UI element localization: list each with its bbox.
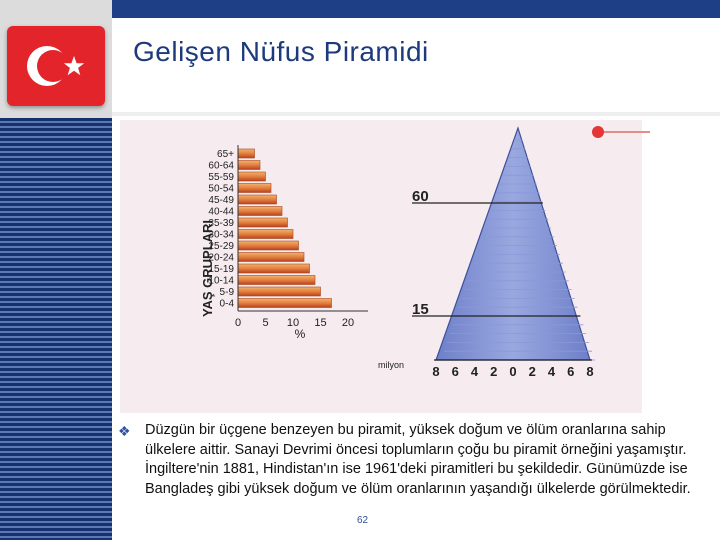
bar (238, 161, 260, 170)
x-tick-label: 5 (262, 317, 269, 329)
pyramid-chart (120, 120, 642, 413)
age-group-label: 15-19 (208, 264, 234, 275)
age-group-label: 10-14 (208, 275, 234, 287)
population-tick-label: 8 (586, 364, 594, 379)
age-group-label: 65+ (217, 149, 234, 160)
title-divider (112, 112, 720, 116)
population-tick-label: 4 (547, 364, 556, 379)
age-group-label: 5-9 (219, 287, 234, 298)
age-group-label: 45-49 (208, 195, 234, 206)
population-tick-label: 8 (432, 364, 440, 379)
age-group-label: 25-29 (208, 241, 234, 252)
age-group-label: 0-4 (219, 298, 234, 310)
bar (238, 241, 299, 250)
diamond-bullet-icon: ❖ (118, 423, 131, 439)
age-group-label: 40-44 (208, 206, 234, 218)
age-threshold-label: 15 (412, 301, 429, 318)
age-group-label: 20-24 (208, 252, 234, 264)
x-axis-unit-label: % (294, 327, 306, 341)
age-threshold-label: 60 (412, 188, 429, 205)
bar (238, 299, 332, 308)
bar (238, 184, 271, 193)
bar (238, 149, 255, 158)
population-tick-label: 6 (451, 364, 459, 379)
population-tick-label: 0 (509, 364, 517, 379)
age-group-label: 50-54 (208, 183, 234, 195)
y-axis-label: YAŞ GRUPLARI (200, 219, 215, 317)
bar (238, 264, 310, 273)
bar (238, 218, 288, 227)
page-number: 62 (357, 515, 369, 526)
population-tick-label: 4 (470, 364, 479, 379)
age-group-label: 30-34 (208, 229, 234, 241)
population-unit-label: milyon (378, 360, 405, 370)
turkish-flag-icon (7, 26, 105, 106)
bar (238, 276, 315, 285)
age-group-label: 60-64 (208, 160, 234, 172)
bar (238, 207, 282, 216)
bar (238, 287, 321, 296)
marker-line (603, 131, 650, 133)
side-stripes (0, 118, 112, 540)
x-tick-label: 10 (286, 317, 300, 329)
pyramid-triangle (436, 128, 590, 360)
bar (238, 195, 277, 204)
x-tick-label: 15 (314, 317, 327, 329)
population-pyramid-figure (120, 120, 642, 413)
bar (238, 230, 293, 239)
slide-title: Gelişen Nüfus Piramidi (133, 36, 429, 67)
population-tick-label: 6 (567, 364, 575, 379)
age-group-label: 35-39 (208, 218, 234, 229)
bar (238, 172, 266, 181)
x-tick-label: 20 (341, 317, 355, 329)
red-marker-dot (592, 126, 604, 138)
header-bar (112, 0, 720, 18)
age-group-label: 55-59 (208, 172, 234, 183)
population-tick-label: 2 (528, 364, 536, 379)
bullet-text: Düzgün bir üçgene benzeyen bu piramit, yüksek doğum ve ölüm oranlarına sahip ülkelere aittir. Sanayi Devrimi öncesi toplumların çoğu bu piramit örneğini yaşamıştır. İngiltere'nin 1881, Hindistan'ın ise 1961'deki piramitleri bu şekildedir. Günümüzde ise Bangladeş gibi yüksek doğum ve ölüm oranlarının yaşandığı ülkelerde görülmektedir. (145, 422, 691, 497)
x-tick-label: 0 (234, 317, 242, 329)
bar (238, 253, 304, 262)
population-tick-label: 2 (490, 364, 498, 379)
